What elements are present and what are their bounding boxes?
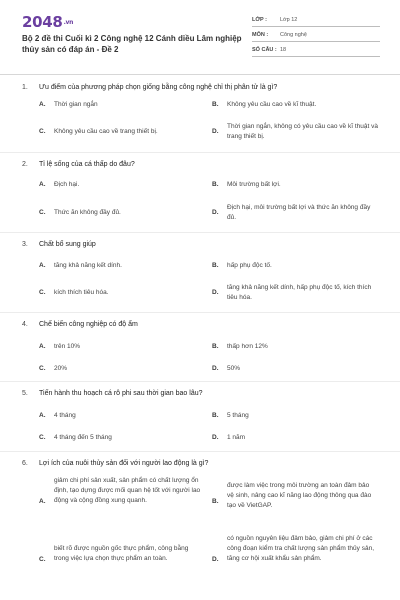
- question-separator: [0, 152, 400, 153]
- option-b-text[interactable]: 5 tháng: [227, 412, 249, 419]
- option-d-text[interactable]: có nguồn nguyên liệu đảm bảo, giảm chi phí ở các công đoạn kiểm tra chất lượng sản phẩm thủy sản, tăng cơ hội xuất khẩu sản phẩm.: [227, 535, 375, 562]
- meta-count: [252, 44, 380, 57]
- option-c-letter[interactable]: C.: [39, 128, 46, 135]
- option-d-text[interactable]: tăng khả năng kết dính, hấp phụ độc tố, kích thích tiêu hóa.: [227, 284, 372, 301]
- question-text: Tiến hành thu hoạch cá rô phi sau thời gian bao lâu?: [39, 390, 203, 397]
- option-d-letter[interactable]: D.: [212, 365, 219, 372]
- option-a-text[interactable]: trên 10%: [54, 343, 81, 350]
- option-c-letter[interactable]: C.: [39, 365, 46, 372]
- question-number: 6.: [22, 460, 28, 467]
- meta-class-label: LỚP :: [252, 17, 267, 23]
- option-c-letter[interactable]: C.: [39, 434, 46, 441]
- option-a-letter[interactable]: A.: [39, 101, 46, 108]
- option-d-text[interactable]: 50%: [227, 365, 241, 372]
- document-title: Bộ 2 đề thi Cuối kì 2 Công nghệ 12 Cánh diều Lâm nghiệp thủy sản có đáp án - Đề 2: [22, 34, 242, 54]
- option-b-letter[interactable]: B.: [212, 498, 219, 505]
- question-number: 1.: [22, 84, 28, 91]
- option-c-text[interactable]: Thức ăn không đầy đủ.: [54, 209, 121, 216]
- option-b-letter[interactable]: B.: [212, 181, 219, 188]
- question-number: 2.: [22, 161, 28, 168]
- option-c-letter[interactable]: C.: [39, 556, 46, 563]
- option-c-letter[interactable]: C.: [39, 289, 46, 296]
- option-a-text[interactable]: Địch hại.: [54, 181, 80, 188]
- option-c-text[interactable]: kích thích tiêu hóa.: [54, 289, 109, 296]
- option-a-letter[interactable]: A.: [39, 498, 46, 505]
- option-b-letter[interactable]: B.: [212, 101, 219, 108]
- question-text: Ưu điểm của phương pháp chọn giống bằng công nghệ chỉ thị phân tử là gì?: [39, 84, 278, 91]
- option-b-letter[interactable]: B.: [212, 343, 219, 350]
- question-text: Chế biến công nghiệp có độ ẩm: [39, 321, 138, 328]
- option-c-text[interactable]: 20%: [54, 365, 68, 372]
- meta-subject-value: Công nghệ: [280, 32, 307, 38]
- question-number: 5.: [22, 390, 28, 397]
- meta-count-label: SỐ CÂU :: [252, 47, 277, 53]
- question-separator: [0, 381, 400, 382]
- option-d-text[interactable]: Thời gian ngắn, không có yêu cầu cao về kĩ thuật và trang thiết bị.: [227, 123, 378, 140]
- option-b-text[interactable]: thấp hơn 12%: [227, 343, 268, 350]
- option-a-letter[interactable]: A.: [39, 412, 46, 419]
- option-c-text[interactable]: 4 tháng đến 5 tháng: [54, 434, 112, 441]
- meta-subject: [252, 29, 380, 42]
- option-c-text[interactable]: Không yêu cầu cao về trang thiết bị.: [54, 128, 158, 135]
- document-header: [0, 0, 400, 76]
- question-separator: [0, 451, 400, 452]
- meta-class-value: Lớp 12: [280, 17, 298, 23]
- question-number: 4.: [22, 321, 28, 328]
- option-a-letter[interactable]: A.: [39, 262, 46, 269]
- option-b-text[interactable]: Không yêu cầu cao về kĩ thuật.: [227, 101, 317, 108]
- option-d-letter[interactable]: D.: [212, 128, 219, 135]
- option-a-text[interactable]: tăng khả năng kết dính.: [54, 262, 122, 269]
- question-text: Lợi ích của nuôi thủy sản đối với người lao động là gì?: [39, 460, 209, 467]
- question-text: Chất bổ sung giúp: [39, 241, 96, 248]
- option-d-letter[interactable]: D.: [212, 434, 219, 441]
- option-d-letter[interactable]: D.: [212, 289, 219, 296]
- meta-class: [252, 14, 380, 27]
- option-d-text[interactable]: Địch hại, môi trường bất lợi và thức ăn không đầy đủ.: [227, 204, 371, 221]
- option-a-text[interactable]: 4 tháng: [54, 412, 76, 419]
- meta-subject-label: MÔN :: [252, 32, 269, 38]
- option-a-letter[interactable]: A.: [39, 181, 46, 188]
- header-divider: [0, 74, 400, 75]
- option-c-letter[interactable]: C.: [39, 209, 46, 216]
- question-text: Tỉ lệ sống của cá thấp do đâu?: [39, 161, 135, 168]
- option-b-letter[interactable]: B.: [212, 262, 219, 269]
- option-d-letter[interactable]: D.: [212, 209, 219, 216]
- logo-text: 2048: [22, 13, 63, 31]
- option-a-letter[interactable]: A.: [39, 343, 46, 350]
- site-logo[interactable]: [22, 13, 73, 31]
- meta-count-value: 18: [280, 47, 287, 53]
- question-separator: [0, 312, 400, 313]
- option-b-text[interactable]: được làm việc trong môi trường an toàn đảm bảo vệ sinh, nâng cao kĩ năng lao động thông qua đào tạo về VietGAP.: [227, 482, 372, 509]
- option-c-text[interactable]: biết rõ được nguồn gốc thực phẩm, công bằng trong việc lựa chọn thực phẩm an toàn.: [54, 545, 189, 562]
- option-a-text[interactable]: giảm chi phí sản xuất, sản phẩm có chất lượng ổn định, tạo dựng được mối quan hệ tốt với người lao động và cộng đồng xung quanh.: [54, 477, 201, 504]
- option-b-text[interactable]: hấp phụ độc tố.: [227, 262, 272, 269]
- option-a-text[interactable]: Thời gian ngắn: [54, 101, 98, 108]
- question-separator: [0, 232, 400, 233]
- option-d-text[interactable]: 1 năm: [227, 434, 246, 441]
- document-meta: [252, 14, 380, 59]
- question-number: 3.: [22, 241, 28, 248]
- option-d-letter[interactable]: D.: [212, 556, 219, 563]
- option-b-letter[interactable]: B.: [212, 412, 219, 419]
- logo-tld: .vn: [63, 19, 74, 26]
- option-b-text[interactable]: Môi trường bất lợi.: [227, 181, 281, 188]
